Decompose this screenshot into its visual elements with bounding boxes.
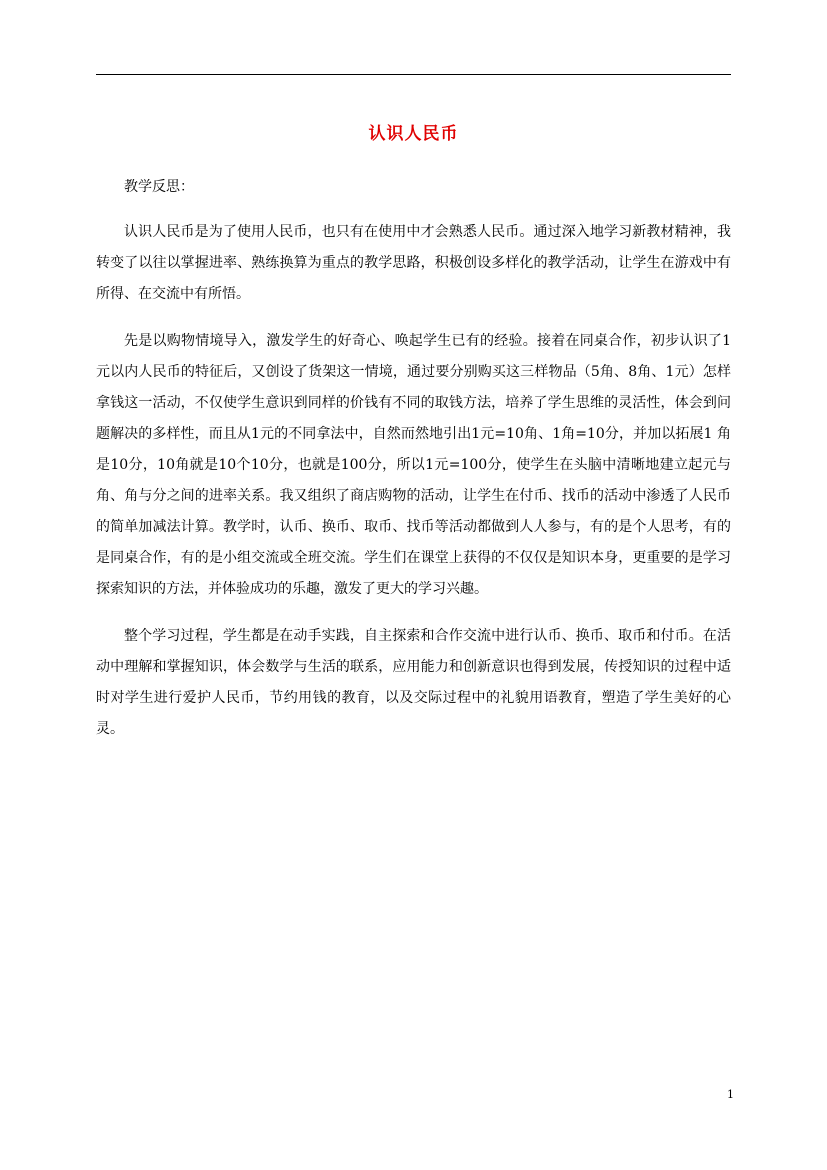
section-label: 教学反思： — [124, 179, 194, 195]
document-title: 认识人民币 — [368, 124, 459, 144]
paragraph-2: 先是以购物情境导入，激发学生的好奇心、唤起学生已有的经验。接着在同桌合作，初步认识了1元以内人民币的特征后，又创设了货架这一情境，通过要分别购买这三样物品（5角、8角、1元）怎样拿钱这一活动，不仅使学生意识到同样的价钱有不同的取钱方法，培养了学生思维的灵活性，体会到问题解决的多样性，而且从1元的不同拿法中，自然而然地引出1元=10角、1角=10分，并加以拓展1 角是10分，10角就是10个10分，也就是100分，所以1元=100分，使学生在头脑中清晰地建立起元与角、角与分之间的进率关系。我又组织了商店购物的活动，让学生在付币、找币的活动中渗透了人民币的简单加减法计算。教学时，认币、换币、取币、找币等活动都做到人人参与，有的是个人思考，有的是同桌合作，有的是小组交流或全班交流。学生们在课堂上获得的不仅仅是知识本身，更重要的是学习探索知识的方法，并体验成功的乐趣，激发了更大的学习兴趣。 — [96, 333, 731, 597]
paragraph-1: 认识人民币是为了使用人民币，也只有在使用中才会熟悉人民币。通过深入地学习新教材精神，我转变了以往以掌握进率、熟练换算为重点的教学思路，积极创设多样化的教学活动，让学生在游戏中有所得、在交流中有所悟。 — [96, 224, 731, 302]
page-number: 1 — [727, 1088, 734, 1101]
document-body — [96, 172, 731, 761]
paragraph-3: 整个学习过程，学生都是在动手实践，自主探索和合作交流中进行认币、换币、取币和付币。在活动中理解和掌握知识，体会数学与生活的联系，应用能力和创新意识也得到发展，传授知识的过程中适时对学生进行爱护人民币，节约用钱的教育，以及交际过程中的礼貌用语教育，塑造了学生美好的心灵。 — [96, 628, 731, 737]
header-rule — [96, 74, 731, 75]
